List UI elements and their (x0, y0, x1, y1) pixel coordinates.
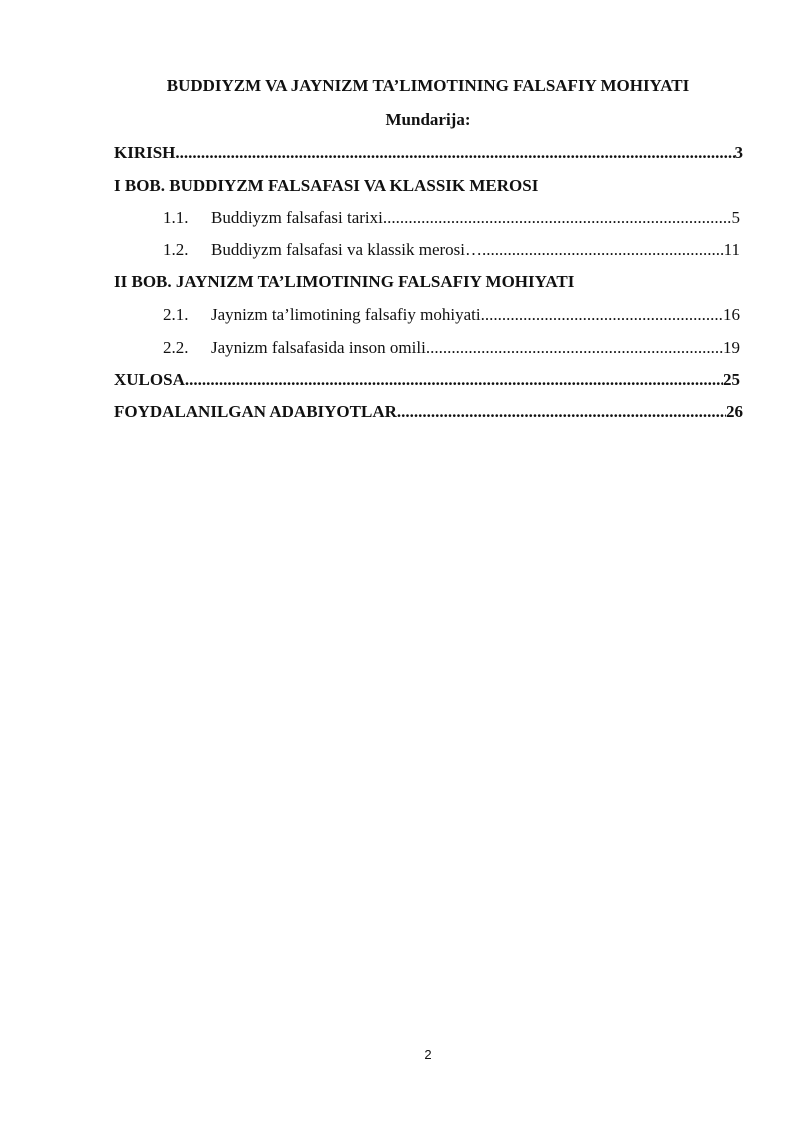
toc-section-2-2[interactable] (163, 336, 740, 360)
toc-section-label: Jaynizm falsafasida inson omili (211, 338, 426, 357)
toc-leader-dots (482, 238, 724, 262)
toc-section-page: 5 (731, 208, 740, 227)
toc-section-number: 2.1. (163, 305, 189, 324)
toc-heading: Mundarija: (385, 110, 471, 129)
toc-leader-dots (175, 141, 734, 165)
toc-chapter-label: II BOB. JAYNIZM TA’LIMOTINING FALSAFIY MOHIYATI (114, 272, 575, 291)
toc-entry-kirish[interactable] (114, 141, 743, 165)
toc-section-page: 11 (723, 240, 740, 259)
toc-leader-dots (426, 336, 723, 360)
toc-section-page: 19 (723, 338, 740, 357)
toc-section-label: Jaynizm ta’limotining falsafiy mohiyati (211, 305, 481, 324)
toc-section-number: 2.2. (163, 338, 189, 357)
toc-entry-page: 25 (723, 370, 740, 389)
toc-section-page: 16 (723, 305, 740, 324)
toc-entry-label: KIRISH (114, 143, 176, 162)
toc-section-label: Buddiyzm falsafasi tarixi (211, 208, 383, 227)
toc-leader-dots (185, 368, 723, 392)
toc-entry-adabiyotlar[interactable] (114, 400, 743, 424)
toc-section-2-1[interactable] (163, 303, 740, 327)
toc-leader-dots (481, 303, 723, 327)
toc-section-number: 1.2. (163, 240, 189, 259)
toc-chapter-1[interactable] (114, 174, 743, 198)
toc-entry-page: 3 (734, 143, 743, 162)
page-number: 2 (424, 1047, 432, 1062)
toc-leader-dots (397, 400, 726, 424)
toc-entry-label: FOYDALANILGAN ADABIYOTLAR (114, 402, 397, 421)
document-title: BUDDIYZM VA JAYNIZM TA’LIMOTINING FALSAFIY MOHIYATI (166, 76, 690, 95)
toc-section-number: 1.1. (163, 208, 189, 227)
toc-leader-dots (383, 206, 732, 230)
toc-entry-label: XULOSA (114, 370, 185, 389)
toc-section-label: Buddiyzm falsafasi va klassik merosi… (211, 240, 483, 259)
toc-chapter-label: I BOB. BUDDIYZM FALSAFASI VA KLASSIK MEROSI (114, 176, 539, 195)
toc-entry-page: 26 (726, 402, 743, 421)
toc-entry-xulosa[interactable] (114, 368, 740, 392)
toc-section-1-2[interactable] (163, 238, 740, 262)
toc-chapter-2[interactable] (114, 270, 743, 294)
toc-section-1-1[interactable] (163, 206, 740, 230)
